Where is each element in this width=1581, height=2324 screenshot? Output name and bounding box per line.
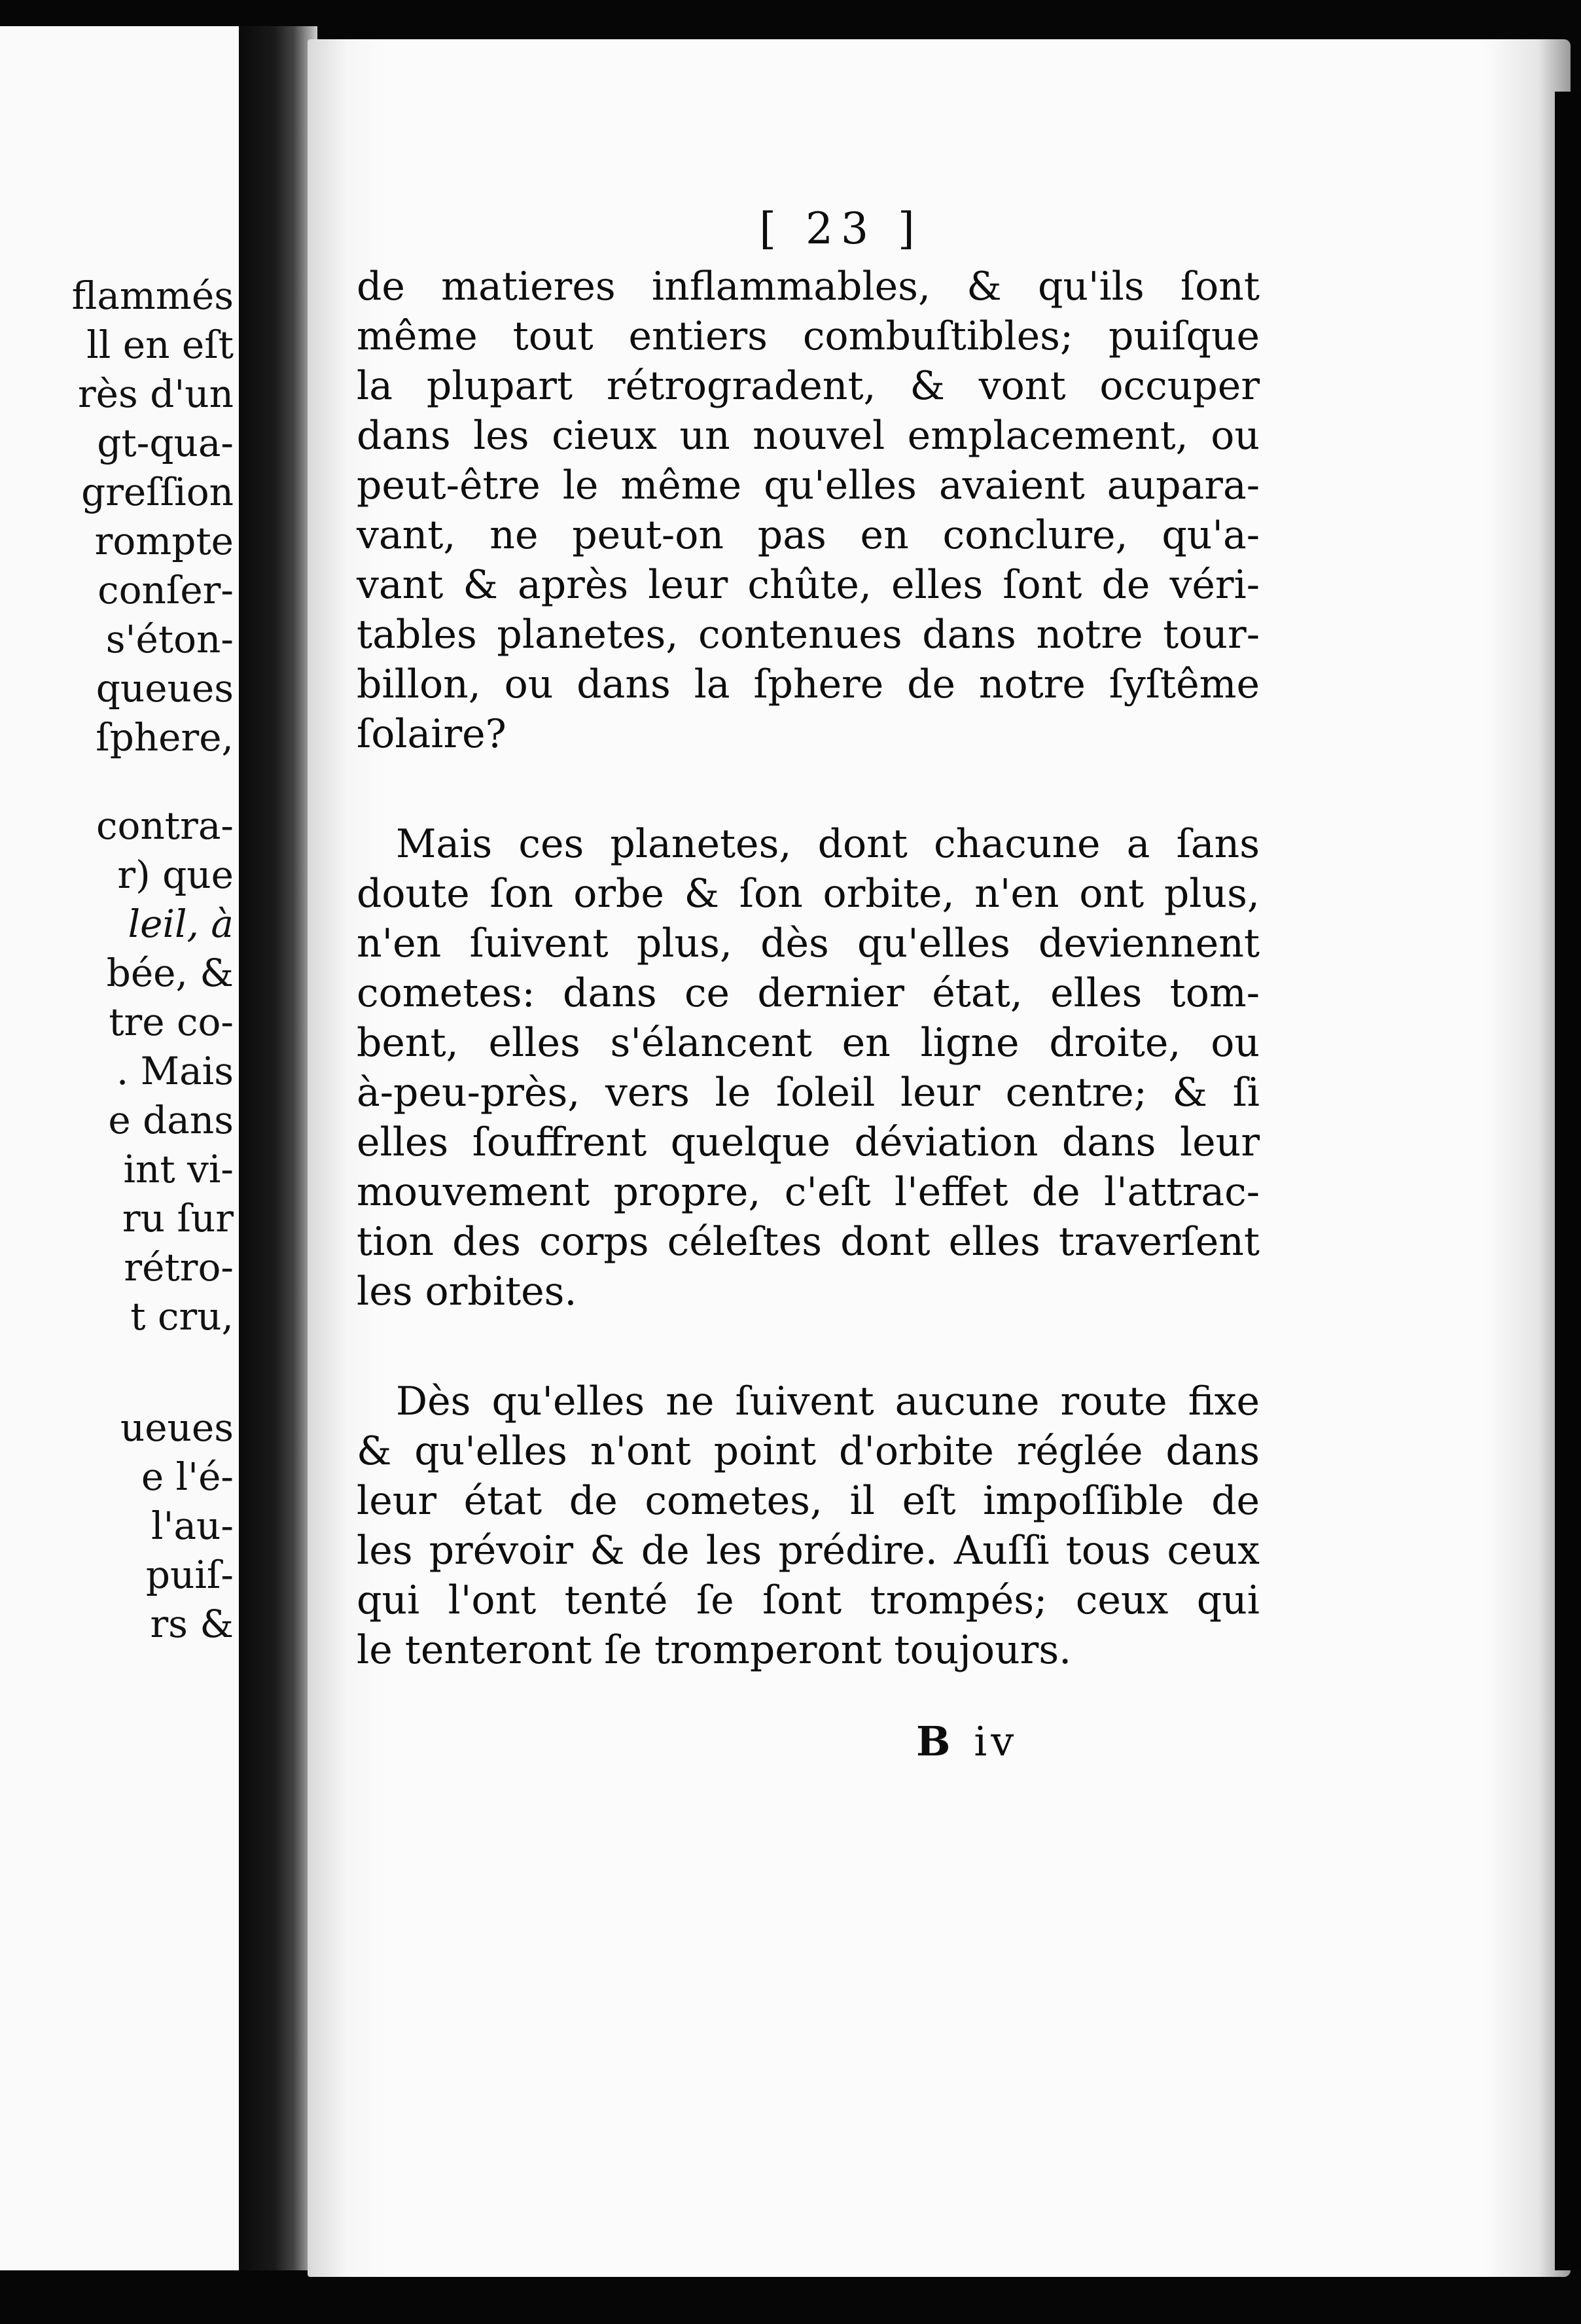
signature-mark [916, 1717, 1018, 1765]
text-line: elles ſouffrent quelque déviation dans leur [357, 1119, 1260, 1165]
text-line: doute ſon orbe & ſon orbite, n'en ont plus, [357, 871, 1260, 917]
left-page-line: rétro- [124, 1245, 234, 1290]
text-line: qui l'ont tenté ſe ſont trompés; ceux qui [357, 1577, 1260, 1623]
paragraph-1 [357, 262, 1260, 759]
page-number: [ 23 ] [759, 203, 923, 254]
text-line: la plupart rétrogradent, & vont occuper [357, 363, 1260, 409]
left-page-line: leil, à [128, 902, 234, 946]
left-page-line: rompte [94, 519, 234, 563]
right-page-text [357, 196, 1260, 1675]
left-page-line: ſphere, [96, 715, 234, 760]
text-line: bent, elles s'élancent en ligne droite, ou [357, 1020, 1260, 1066]
left-page-line: . Mais [116, 1049, 234, 1093]
left-page-line: tre co- [109, 1000, 234, 1044]
left-page-line: r) que [117, 853, 234, 897]
left-page-line: puiſ- [145, 1553, 234, 1597]
left-page [0, 26, 239, 2270]
text-line: n'en ſuivent plus, dès qu'elles deviennent [357, 921, 1260, 966]
left-page-line: contra- [96, 803, 234, 848]
text-line: billon, ou dans la ſphere de notre ſyſtême [357, 661, 1260, 707]
left-page-line: ll en eſt [86, 323, 234, 367]
text-line: de matieres inflammables, & qu'ils ſont [357, 264, 1260, 309]
left-page-line: conſer- [98, 568, 234, 612]
signature-numeral: iv [974, 1717, 1018, 1765]
book-gutter [239, 26, 317, 2270]
text-line: Mais ces planetes, dont chacune a ſans [396, 821, 1260, 867]
text-line: tables planetes, contenues dans notre tour- [357, 612, 1260, 658]
left-page-line: gt-qua- [97, 421, 234, 465]
left-page-line: flammés [71, 273, 234, 318]
text-line: le tenteront ſe tromperont toujours. [357, 1627, 1072, 1673]
left-page-line: l'au- [151, 1504, 234, 1548]
text-line: mouvement propre, c'eſt l'effet de l'attrac- [357, 1169, 1260, 1215]
left-page-line [0, 1341, 234, 1403]
text-line: à-peu-près, vers le ſoleil leur centre; & ſi [357, 1070, 1260, 1116]
left-page-line: rs & [150, 1602, 234, 1646]
text-line: vant, ne peut-on pas en conclure, qu'a- [357, 512, 1260, 558]
text-line: leur état de cometes, il eſt impoſſible de [357, 1478, 1260, 1524]
page-edge-shadow [1555, 92, 1581, 2270]
left-page-line: rès d'un [77, 372, 234, 416]
text-line: les orbites. [357, 1269, 577, 1314]
text-line: & qu'elles n'ont point d'orbite réglée dans [357, 1428, 1260, 1474]
text-line: cometes: dans ce dernier état, elles tom- [357, 970, 1260, 1016]
text-line: même tout entiers combuſtibles; puiſque [357, 313, 1260, 359]
text-line: tion des corps céleſtes dont elles traverſent [357, 1219, 1260, 1265]
text-line: vant & après leur chûte, elles ſont de véri- [357, 562, 1260, 608]
left-page-line: e dans [108, 1098, 234, 1142]
text-line: ſolaire? [357, 711, 506, 757]
left-page-line [0, 762, 234, 801]
paragraph-2 [357, 819, 1260, 1316]
left-page-line: t cru, [130, 1294, 234, 1339]
left-page-line: ueues [120, 1405, 234, 1450]
text-line: Dès qu'elles ne ſuivent aucune route fixe [396, 1379, 1260, 1424]
left-page-line: ru ſur [122, 1196, 234, 1241]
left-page-line: int vi- [123, 1147, 234, 1191]
left-page-text [0, 272, 234, 1649]
left-page-line: greſſion [81, 470, 234, 514]
text-line: peut-être le même qu'elles avaient aupara- [357, 463, 1260, 508]
left-page-line: queues [96, 666, 234, 711]
left-page-line: s'éton- [105, 617, 234, 661]
text-line: les prévoir & de les prédire. Auſſi tous ceux [357, 1528, 1260, 1574]
left-page-line: bée, & [106, 951, 234, 995]
paragraph-3 [357, 1377, 1260, 1675]
signature-letter: B [916, 1717, 955, 1765]
text-line: dans les cieux un nouvel emplacement, ou [357, 413, 1260, 459]
left-page-line: e l'é- [141, 1454, 234, 1499]
